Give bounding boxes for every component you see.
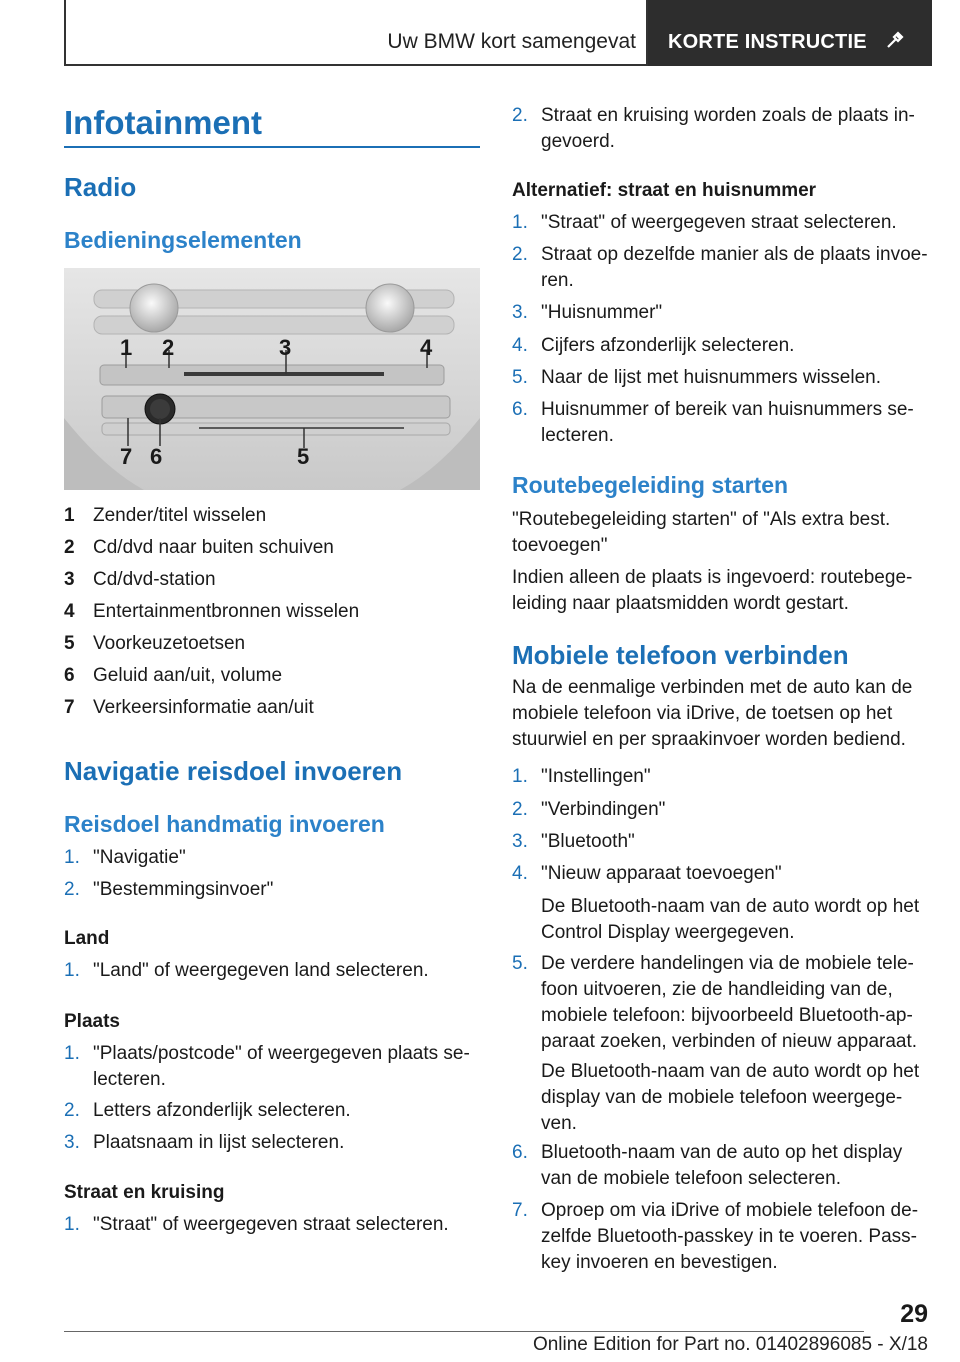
list-item: 2. Letters afzonderlijk selecteren. [64, 1100, 351, 1121]
list-item: 3. Plaatsnaam in lijst selecteren. [64, 1132, 345, 1153]
list-item-note: De Bluetooth-naam van de auto wordt op het Control Display weergegeven. [541, 896, 920, 943]
title-rule [64, 146, 480, 148]
legend-item: 1 Zender/titel wisselen [64, 505, 267, 526]
figure-callout: 5 [297, 444, 310, 469]
list-item: 3. "Huisnummer" [512, 302, 663, 323]
legend-item: 5 Voorkeuzetoetsen [64, 633, 246, 654]
phone-paragraph: Na de eenmalige verbinden met de auto kan de mobiele telefoon via iDrive, de toetsen op het stuurwiel en per spraakinvoer worden bediend. [512, 677, 913, 750]
legend-item: 6 Geluid aan/uit, volume [64, 665, 283, 686]
nav-heading: Navigatie reisdoel invoeren [64, 756, 403, 786]
straat-heading: Straat en kruising [64, 1182, 225, 1203]
radio-controls-figure [64, 268, 480, 490]
footer-rule [64, 1331, 864, 1332]
list-item: 1. "Instellingen" [512, 766, 651, 787]
list-item: 1. "Straat" of weergegeven straat selecteren. [64, 1214, 449, 1235]
figure-legend [64, 500, 480, 724]
figure-callout: 6 [150, 444, 163, 469]
controls-heading: Bedieningselementen [64, 227, 302, 253]
list-item: 4. Cijfers afzonderlijk selecteren. [512, 335, 795, 356]
figure-callout: 3 [279, 335, 292, 360]
legend-item: 7 Verkeersinformatie aan/uit [64, 697, 314, 718]
list-item: 2. Straat op dezelfde manier als de plaats invoe-ren. [512, 244, 928, 291]
legend-item: 2 Cd/dvd naar buiten schuiven [64, 537, 334, 558]
page-number: 29 [900, 1300, 928, 1328]
manual-heading: Reisdoel handmatig invoeren [64, 811, 385, 837]
figure-callout: 7 [120, 444, 133, 469]
list-item: 1. "Straat" of weergegeven straat selecteren. [512, 212, 897, 233]
list-item: 1. "Plaats/postcode" of weergegeven plaats se-lecteren. [64, 1043, 470, 1090]
list-item: 6. Huisnummer of bereik van huisnummers se-lecteren. [512, 399, 914, 446]
list-item: 2. "Verbindingen" [512, 799, 666, 820]
list-item: 5. De verdere handelingen via de mobiele tele-foon uitvoeren, zie de handleiding van de, mobiele telefoon: bijvoorbeeld Bluetooth-ap-paraat zoeken, verbinden of nieuw apparaat. [512, 953, 918, 1052]
page-header [64, 0, 932, 66]
figure-callout: 2 [162, 335, 175, 360]
list-item: 1. "Land" of weergegeven land selecteren. [64, 960, 429, 981]
list-item: 7. Oproep om via iDrive of mobiele telefoon de-zelfde Bluetooth-passkey in te voeren. Pass-key invoeren en bevestigen. [512, 1200, 919, 1273]
list-item: 2. Straat en kruising worden zoals de plaats in-gevoerd. [512, 105, 915, 152]
quick-guide-icon [885, 30, 905, 54]
route-paragraph: "Routebegeleiding starten" of "Als extra best. toevoegen" [512, 509, 891, 556]
legend-item: 3 Cd/dvd-station [64, 569, 216, 590]
land-heading: Land [64, 928, 110, 949]
page-title: Infotainment [64, 104, 262, 141]
list-item: 1. "Navigatie" [64, 847, 186, 868]
footer-edition: Online Edition for Part no. 01402896085 - X/18 [532, 1334, 928, 1355]
figure-callout: 4 [420, 335, 433, 360]
alt-heading: Alternatief: straat en huisnummer [512, 180, 817, 201]
route-paragraph: Indien alleen de plaats is ingevoerd: routebege-leiding naar plaatsmidden wordt gestart. [512, 567, 913, 614]
list-item: 3. "Bluetooth" [512, 831, 635, 852]
list-item-note: De Bluetooth-naam van de auto wordt op het display van de mobiele telefoon weergege-ven. [541, 1061, 920, 1134]
list-item: 6. Bluetooth-naam van de auto op het display van de mobiele telefoon selecteren. [512, 1142, 903, 1189]
legend-item: 4 Entertainmentbronnen wisselen [64, 601, 360, 622]
list-item: 5. Naar de lijst met huisnummers wisselen. [512, 367, 882, 388]
header-tab [648, 0, 932, 66]
figure-callout: 1 [120, 335, 133, 360]
header-section-title: Uw BMW kort samengevat [387, 30, 636, 53]
radio-heading: Radio [64, 172, 137, 202]
phone-heading: Mobiele telefoon verbinden [512, 640, 849, 670]
route-heading: Routebegeleiding starten [512, 472, 789, 498]
list-item: 4. "Nieuw apparaat toevoegen" [512, 863, 782, 884]
list-item: 2. "Bestemmingsinvoer" [64, 879, 274, 900]
header-tab-label: KORTE INSTRUCTIE [668, 31, 867, 53]
plaats-heading: Plaats [64, 1011, 120, 1032]
